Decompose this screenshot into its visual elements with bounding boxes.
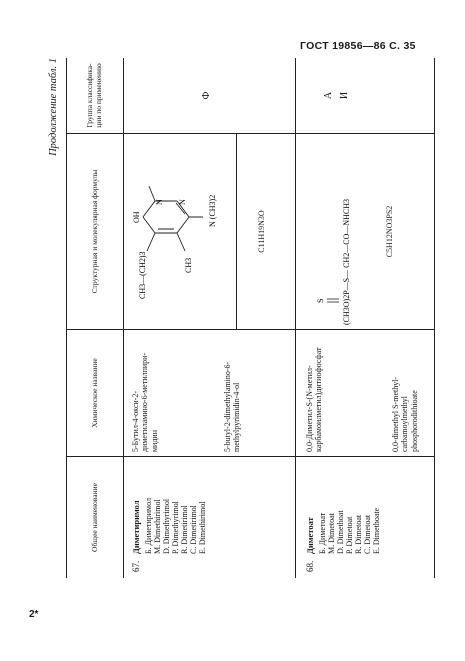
synonym: P. Dimetoat [345,516,355,554]
chemical-name-ru: 5-Бутил-4-окси-2-диметиламино-6-метилпиримидин [131,352,159,452]
chemical-name-ru: 0,0-Диметил-S-(N-метилкарбамоилметил)дитиофосфат [305,347,324,452]
col-header-chemical-name: Химическое название [67,329,123,456]
synonym: P. Dimethyrimol [171,501,181,554]
formula-cell [123,133,295,329]
synonym: R. Dimetirimol [180,505,190,554]
synonym: М. Dimetoat [327,513,337,554]
structure-n-label: N [155,199,164,205]
synonym: D. Dimethoat [336,510,346,554]
common-name-cell [295,456,434,578]
col-header-formula: Структурная и молекулярная формулы [67,133,123,329]
chemical-name-en: 5-butyl-2-dimethylamino-6-methylpyrimidin-4-ol [223,361,242,452]
rotated-table-block [48,58,433,578]
common-name: Диметиримол [131,500,141,554]
chemical-name-cell [295,329,434,456]
dimethoate-structure [309,133,369,329]
formula-cell [295,133,434,329]
synonym: D. Dimethyrimol [162,498,172,554]
pyrimidine-structure [125,133,221,329]
table-row [295,58,434,578]
synonym: E. Dimethoate [372,507,382,554]
structure-butyl-label: CH3—(CH2)3 [138,251,147,299]
synonym: E. Dimethirimol [198,501,208,554]
classification-cell [295,58,434,133]
structure-oh-label: OH [132,211,141,223]
chemical-name-en: 0,0-dimethyl S-methylcarbamoylmethyl phosphorodithioate [391,376,419,452]
table-row [123,58,296,578]
common-name: Диметоат [305,517,315,554]
synonym-list [144,498,207,554]
synonym: М. Dimethirimol [153,499,163,554]
formula-separator [236,133,237,329]
molecular-formula: C5H12NO3PS2 [385,205,394,258]
structure-ch3-label: CH3 [184,257,193,273]
structure-s-label: S [316,298,325,303]
structure-nme2-label: N (CH3)2 [208,194,217,227]
structure-n-label: N [178,199,187,205]
col-header-classification: Группа классификации по применению [85,63,103,128]
synonym: C. Dimetoat [363,514,373,554]
synonym: Б. Диметиримол [144,498,153,554]
table-caption: Продолжение табл. 1 [48,58,59,156]
synonym: C. Dimetirimol [189,505,199,554]
col-header-common-name: Общее наименование [67,456,123,578]
synonym-list [318,508,381,554]
table-header-row [67,58,124,578]
molecular-formula: C11H19N3O [257,210,266,253]
classification-group: Ф [201,91,212,100]
classification-group: И [339,91,350,100]
chemical-name-cell [123,329,295,456]
structure-main-label: (CH3O)2P—S— CH2—CO—NHCH3 [342,198,351,325]
common-name-cell [123,456,295,578]
row-number: 67. [131,560,141,572]
row-number: 68. [305,560,315,572]
page-marker: 2* [29,609,39,620]
classification-cell [123,58,295,133]
data-table [66,58,435,578]
synonym: Б. Диметоат [318,512,327,554]
page-header: ГОСТ 19856—86 С. 35 [300,40,416,52]
classification-group: А [323,91,334,100]
synonym: R. Dimetoat [354,514,364,554]
